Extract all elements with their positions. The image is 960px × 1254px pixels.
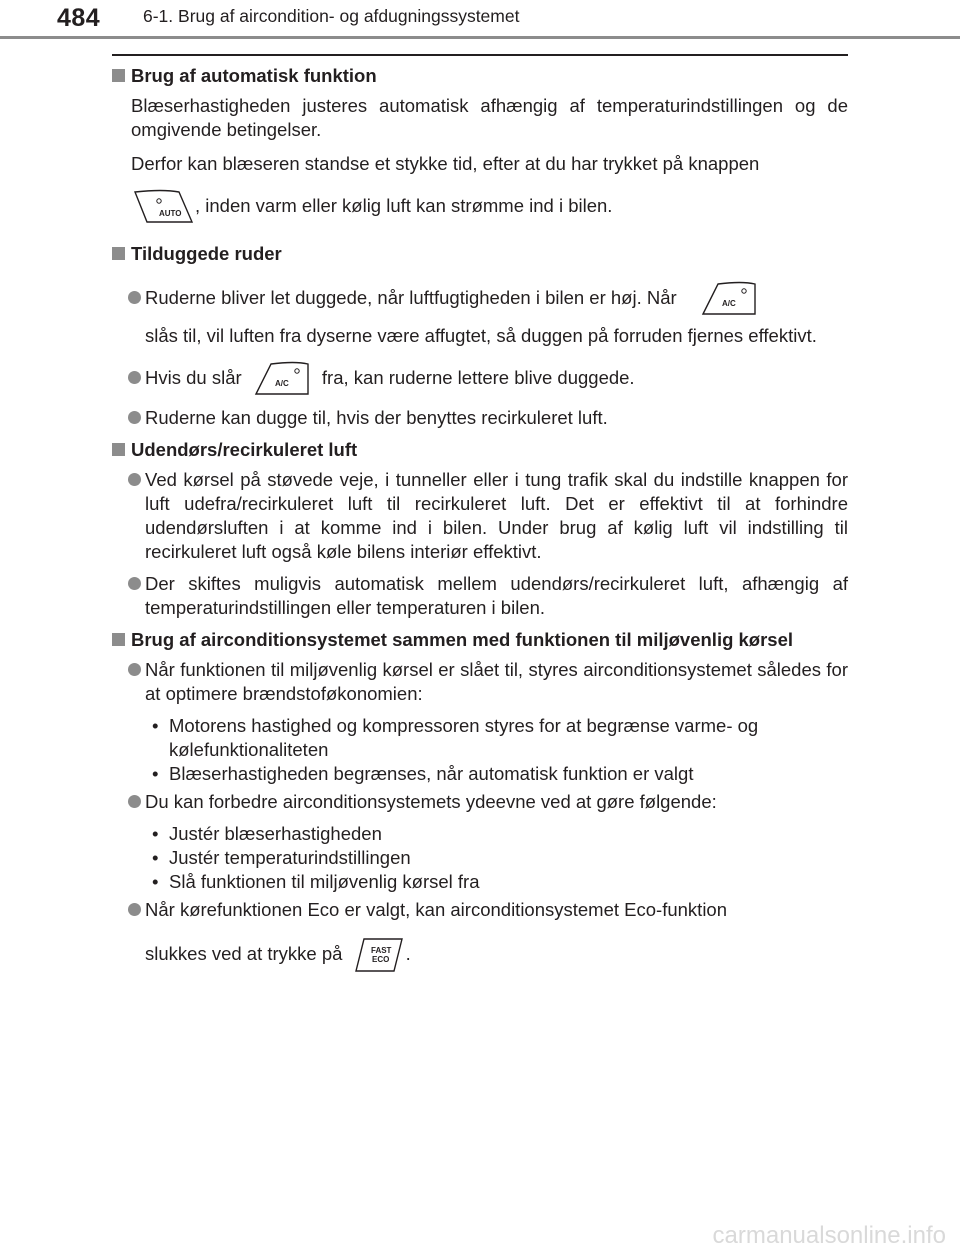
auto-paragraph-2a: Derfor kan blæseren standse et stykke tid, efter at du har trykket på knappen: [131, 153, 760, 174]
auto-paragraph-2b: AUTO , inden varm eller kølig luft kan strømme ind i bilen.: [112, 184, 848, 228]
svg-text:FAST: FAST: [370, 946, 392, 956]
fogged-bullet-1a: Ruderne bliver let duggede, når luftfugtigheden i bilen er høj. Når A/C: [112, 276, 848, 320]
ac-button-icon: [700, 280, 758, 318]
list-item: • Motorens hastighed og kompressoren styres for at begrænse varme- og kølefunktionaliteten: [152, 715, 759, 760]
page-content: [112, 64, 848, 976]
fogged-bullet-1b: slås til, vil luften fra dyserne være affugtet, så duggen på forruden fjernes effektivt.: [145, 325, 817, 346]
list-item: • Slå funktionen til miljøvenlig kørsel fra: [152, 871, 480, 892]
section-heading-auto: Brug af automatisk funktion: [112, 64, 848, 88]
eco-bullet-3a: Når kørefunktionen Eco er valgt, kan airconditionsystemet Eco-funktion: [112, 898, 848, 922]
section-heading-eco: Brug af airconditionsystemet sammen med funktionen til miljøvenlig kørsel: [112, 628, 848, 652]
svg-text:ECO: ECO: [371, 955, 389, 965]
recirculated-bullet-1: Ved kørsel på støvede veje, i tunneller eller i tung trafik skal du indstille knappen for luft udefra/recirkuleret luft til recirkuleret luft. Det er effektivt til at forhindre udendørsluften i at komme ind i bilen. Under brug af kølig luft vil indstilling til recirkuleret luft også køle bilens interiør effektivt.: [112, 468, 848, 564]
round-bullet-icon: [128, 903, 141, 916]
auto-paragraph-1: Blæserhastigheden justeres automatisk afhængig af temperaturindstillingen og de omgivende betingelser.: [131, 95, 848, 140]
square-bullet-icon: [112, 443, 125, 456]
auto-button-icon: [131, 188, 195, 226]
header-rule: [0, 36, 960, 39]
chapter-title: 6-1. Brug af aircondition- og afdugningssystemet: [143, 6, 520, 26]
round-bullet-icon: [128, 473, 141, 486]
list-item: • Justér blæserhastigheden: [152, 823, 382, 844]
watermark: carmanualsonline.info: [712, 1222, 946, 1249]
round-bullet-icon: [128, 291, 141, 304]
ac-button-icon: [253, 360, 311, 398]
content-rule: [112, 54, 848, 56]
svg-text:A/C: A/C: [274, 379, 289, 389]
eco-bullet-2: Du kan forbedre airconditionsystemets ydeevne ved at gøre følgende:: [112, 790, 848, 814]
fogged-bullet-3: Ruderne kan dugge til, hvis der benyttes recirkuleret luft.: [112, 406, 848, 430]
recirculated-bullet-2: Der skiftes muligvis automatisk mellem udendørs/recirkuleret luft, afhængig af temperaturindstillingen eller temperaturen i bilen.: [112, 572, 848, 620]
round-bullet-icon: [128, 411, 141, 424]
square-bullet-icon: [112, 247, 125, 260]
round-bullet-icon: [128, 577, 141, 590]
page-header: [0, 0, 960, 40]
fogged-bullet-2: Hvis du slår A/C fra, kan ruderne lettere blive duggede.: [112, 356, 848, 400]
list-item: • Blæserhastigheden begrænses, når automatisk funktion er valgt: [152, 763, 694, 784]
fast-eco-button-icon: [352, 935, 406, 975]
round-bullet-icon: [128, 663, 141, 676]
list-item: • Justér temperaturindstillingen: [152, 847, 411, 868]
eco-bullet-1: Når funktionen til miljøvenlig kørsel er slået til, styres airconditionsystemet således for at optimere brændstoføkonomien:: [112, 658, 848, 706]
eco-bullet-2-list: [112, 822, 848, 894]
square-bullet-icon: [112, 633, 125, 646]
section-heading-recirculated: Udendørs/recirkuleret luft: [112, 438, 848, 462]
eco-bullet-1-list: [112, 714, 848, 786]
round-bullet-icon: [128, 795, 141, 808]
page-number: 484: [57, 4, 101, 32]
eco-bullet-3b: slukkes ved at trykke på FAST ECO .: [112, 932, 848, 976]
svg-text:AUTO: AUTO: [159, 209, 182, 219]
svg-text:A/C: A/C: [721, 299, 736, 309]
square-bullet-icon: [112, 69, 125, 82]
round-bullet-icon: [128, 371, 141, 384]
section-heading-fogged: Tilduggede ruder: [112, 242, 848, 266]
